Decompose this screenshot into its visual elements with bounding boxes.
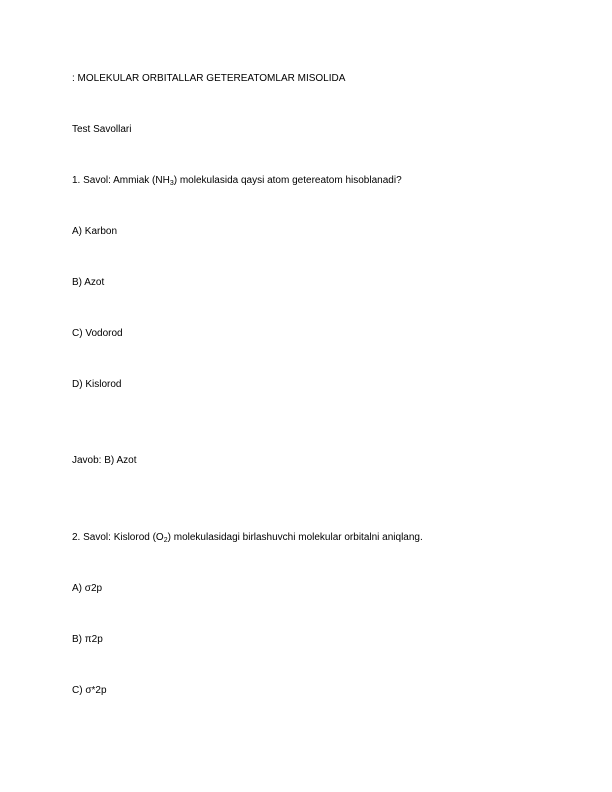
question-1-option-b: B) Azot [72, 277, 105, 288]
question-2-prefix: 2. Savol: Kislorod (O [72, 532, 164, 543]
question-1-suffix: ) molekulasida qaysi atom getereatom hisoblanadi? [173, 175, 402, 186]
question-1-option-a: A) Karbon [72, 226, 118, 237]
question-2-option-b: B) π2p [72, 634, 103, 645]
question-1-answer: Javob: B) Azot [72, 455, 137, 466]
question-2-text [72, 532, 423, 544]
document-title: : MOLEKULAR ORBITALLAR GETEREATOMLAR MISOLIDA [72, 73, 346, 84]
question-1-option-d: D) Kislorod [72, 379, 122, 390]
question-1-subscript: 3 [169, 180, 174, 187]
question-2-subscript: 2 [163, 537, 168, 544]
question-1-option-c: C) Vodorod [72, 328, 123, 339]
question-1-text [72, 175, 402, 187]
question-2-option-a: A) σ2p [72, 583, 103, 594]
question-2-suffix: ) molekulasidagi birlashuvchi molekular orbitalni aniqlang. [167, 532, 423, 543]
question-1-prefix: 1. Savol: Ammiak (NH [72, 175, 170, 186]
section-heading: Test Savollari [72, 124, 132, 135]
question-2-option-c: C) σ*2p [72, 685, 107, 696]
